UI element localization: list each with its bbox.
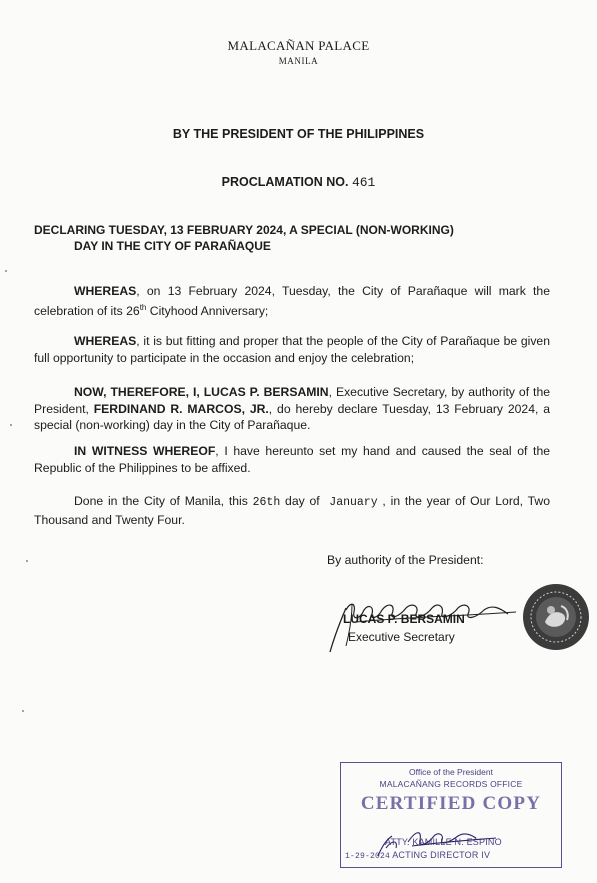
stamp-role: ACTING DIRECTOR IV xyxy=(392,850,491,860)
whereas-lead: WHEREAS xyxy=(74,334,137,348)
proclamation-label: PROCLAMATION NO. xyxy=(221,175,349,189)
letterhead-palace: MALACAÑAN PALACE xyxy=(227,38,370,53)
whereas-lead: WHEREAS xyxy=(74,284,137,298)
done-text: Done in the City of Manila, this xyxy=(74,494,253,508)
stamp-officer: ATTY. KAMILLE N. ESPINO xyxy=(385,837,502,847)
proclamation-number-heading xyxy=(0,175,597,190)
president-name: FERDINAND R. MARCOS, JR. xyxy=(93,401,269,416)
whereas-paragraph-2 xyxy=(34,333,550,366)
witness-lead: IN WITNESS WHEREOF xyxy=(74,444,216,458)
by-authority-line: By authority of the President: xyxy=(327,553,484,567)
letterhead-city: MANILA xyxy=(278,56,319,66)
now-therefore-lead: NOW, THEREFORE, I, LUCAS P. BERSAMIN xyxy=(74,385,329,399)
scan-speck xyxy=(26,560,28,562)
now-therefore-text: , Executive Secretary, by authority of the President, xyxy=(34,385,550,416)
proclamation-number: 461 xyxy=(351,175,376,190)
whereas-text: , on 13 February 2024, Tuesday, the City of Parañaque will mark the celebration of its 26 xyxy=(34,284,550,318)
done-day: 26th xyxy=(252,496,281,509)
whereas-paragraph-1 xyxy=(34,283,550,319)
scan-speck xyxy=(10,424,12,426)
signer-title: Executive Secretary xyxy=(348,630,455,644)
by-the-president-heading: BY THE PRESIDENT OF THE PHILIPPINES xyxy=(172,127,425,141)
witness-text: , I have hereunto set my hand and caused the seal of the Republic of the Philippines to be affixed. xyxy=(34,444,550,475)
title-line-2: DAY IN THE CITY OF PARAÑAQUE xyxy=(74,239,271,253)
signer-name: LUCAS P. BERSAMIN xyxy=(343,612,465,626)
stamp-date: 1-29-2024 xyxy=(345,852,391,861)
done-month: January xyxy=(329,496,378,509)
now-therefore-text-end: , do hereby declare Tuesday, 13 February 2024, a special (non-working) day in the City of Parañaque. xyxy=(34,401,550,432)
proclamation-title xyxy=(34,222,574,254)
whereas-text: , it is but fitting and proper that the people of the City of Parañaque be given full opportunity to participate in the occasion and enjoy the celebration; xyxy=(34,334,550,365)
scan-speck xyxy=(5,270,7,272)
stamp-records-office: MALACAÑANG RECORDS OFFICE xyxy=(379,779,523,789)
whereas-text-end: Cityhood Anniversary; xyxy=(146,303,269,318)
done-paragraph xyxy=(34,493,550,528)
title-line-1: DECLARING TUESDAY, 13 FEBRUARY 2024, A SPECIAL (NON-WORKING) xyxy=(34,223,454,237)
stamp-signature-image xyxy=(372,822,502,860)
now-therefore-paragraph xyxy=(34,384,550,434)
done-text-mid: day of xyxy=(280,494,325,508)
scan-speck xyxy=(22,710,24,712)
official-seal-icon xyxy=(521,582,591,652)
done-text-end: , in the year of Our Lord, Two Thousand and Twenty Four. xyxy=(34,494,550,527)
stamp-office: Office of the President xyxy=(409,767,493,777)
witness-paragraph xyxy=(34,443,550,476)
stamp-certified-copy: CERTIFIED COPY xyxy=(360,793,542,814)
ordinal-suffix: th xyxy=(139,302,147,312)
